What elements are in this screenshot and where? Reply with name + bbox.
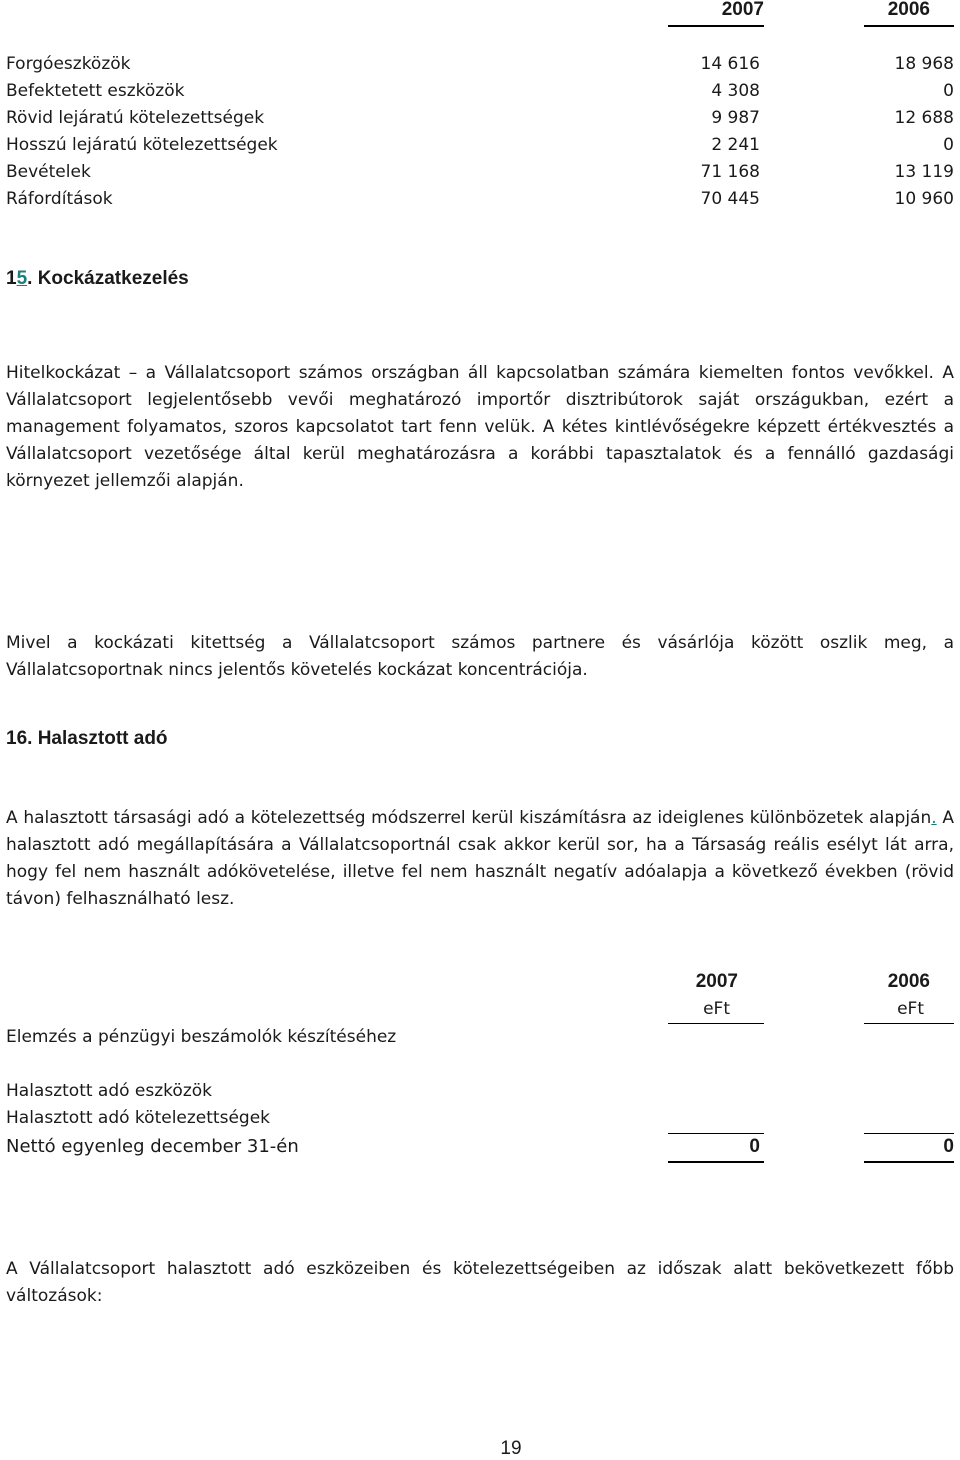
row-value-2007: 14 616 xyxy=(700,54,760,74)
row-label: Ráfordítások xyxy=(6,189,113,209)
row-value-2006: 0 xyxy=(943,135,954,155)
table-row xyxy=(6,132,956,159)
row-value-2007: 71 168 xyxy=(700,162,760,182)
row-value-2007: 70 445 xyxy=(700,189,760,209)
row-value-2006: 0 xyxy=(943,81,954,101)
section-15-heading xyxy=(6,268,189,290)
table2-caption: Elemzés a pénzügyi beszámolók készítéséhez xyxy=(6,1027,397,1047)
table-row xyxy=(6,78,956,105)
table-row xyxy=(6,186,956,213)
table2-header-2006: 2006 xyxy=(887,971,930,992)
row-value-2007: 9 987 xyxy=(711,108,760,128)
table-row xyxy=(6,159,956,186)
row-value-2006: 10 960 xyxy=(894,189,954,209)
row-label: Halasztott adó kötelezettségek xyxy=(6,1108,271,1128)
section-15-title: . Kockázatkezelés xyxy=(27,268,189,289)
table1-header-underline-2006 xyxy=(864,25,954,27)
table2-header-2007: 2007 xyxy=(695,971,738,992)
table2-header-underline-2006 xyxy=(864,1023,954,1024)
table-row xyxy=(6,1105,956,1132)
total-value-2007: 0 xyxy=(749,1136,760,1157)
section-15-number-b: 5 xyxy=(16,268,28,289)
table2-total-underline-2007 xyxy=(668,1161,764,1163)
row-value-2007: 4 308 xyxy=(711,81,760,101)
row-value-2006: 12 688 xyxy=(894,108,954,128)
row-value-2006: 18 968 xyxy=(894,54,954,74)
table2-unit-2006: eFt xyxy=(897,999,924,1019)
section-16-heading: 16. Halasztott adó xyxy=(6,728,168,749)
table1-header-2006: 2006 xyxy=(887,0,930,20)
row-value-2007: 2 241 xyxy=(711,135,760,155)
table2-unit-2007: eFt xyxy=(703,999,730,1019)
row-label: Hosszú lejáratú kötelezettségek xyxy=(6,135,278,155)
table2-header-underline-2007 xyxy=(668,1023,764,1024)
row-label: Bevételek xyxy=(6,162,91,182)
closing-paragraph: A Vállalatcsoport halasztott adó eszközeiben és kötelezettségeiben az időszak alatt bekövetkezett főbb változások: xyxy=(6,1259,954,1306)
section-15-number-a: 1 xyxy=(6,268,17,289)
total-value-2006: 0 xyxy=(943,1136,954,1157)
section-16-text-a: A halasztott társasági adó a kötelezettség módszerrel kerül kiszámításra az ideiglenes különbözetek alapján xyxy=(6,808,932,828)
table2-total-underline-2006 xyxy=(864,1161,954,1163)
row-label: Rövid lejáratú kötelezettségek xyxy=(6,108,265,128)
section-16-dot: . xyxy=(931,808,937,828)
table2-total-row xyxy=(6,1133,956,1160)
table-row xyxy=(6,51,956,78)
section-16-text-b: A halasztott adó megállapítására a Vállalatcsoportnál csak akkor kerül sor, ha a Társaság reális esélyt lát arra, hogy fel nem használt adókövetelése, illetve fel nem használt negatív adóalapja a következő években (rövid távon) felhasználható lesz. xyxy=(6,808,954,909)
row-label: Befektetett eszközök xyxy=(6,81,185,101)
table1-header-underline-2007 xyxy=(668,25,764,27)
total-label: Nettó egyenleg december 31-én xyxy=(6,1136,299,1157)
table1-header-2007: 2007 xyxy=(721,0,764,20)
row-label: Forgóeszközök xyxy=(6,54,131,74)
section-15-paragraph-2: Mivel a kockázati kitettség a Vállalatcsoport számos partnere és vásárlója között oszlik meg, a Vállalatcsoportnak nincs jelentős követelés kockázat koncentrációja. xyxy=(6,633,954,680)
row-value-2006: 13 119 xyxy=(894,162,954,182)
section-15-paragraph-1: Hitelkockázat – a Vállalatcsoport számos országban áll kapcsolatban számára kiemelten fontos vevőkkel. A Vállalatcsoport legjelentősebb vevői meghatározó importőr disztribútorok saját országukban, ezért a management folyamatos, szoros kapcsolatot tart fenn velük. A kétes kintlévőségekre képzett értékvesztés a Vállalatcsoport vezetősége által kerül meghatározásra a korábbi tapasztalatok és a fennálló gazdasági környezet jellemzői alapján. xyxy=(6,363,954,491)
table-row xyxy=(6,105,956,132)
section-16-paragraph xyxy=(6,805,954,913)
table-row xyxy=(6,1078,956,1105)
page-number: 19 xyxy=(500,1438,522,1459)
row-label: Halasztott adó eszközök xyxy=(6,1081,212,1101)
